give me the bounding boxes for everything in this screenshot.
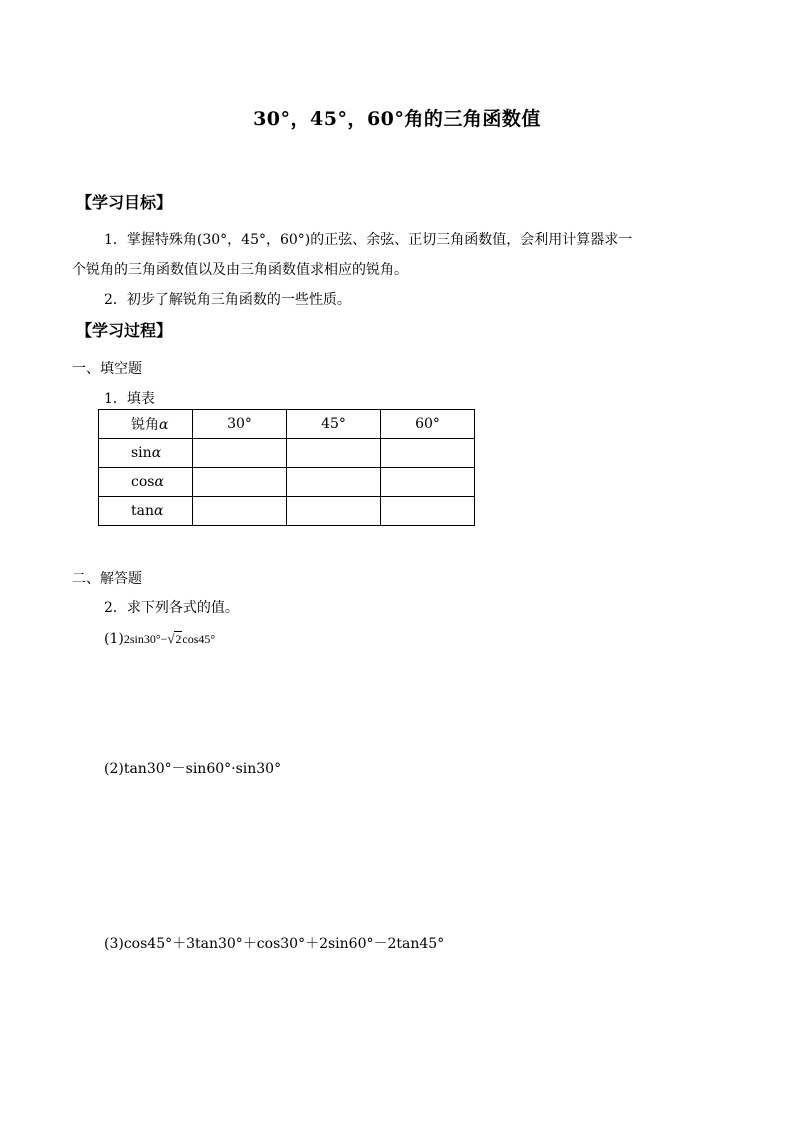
expression-1-part-a: 2sin30°− [123,632,168,646]
table-cell-blank[interactable] [287,497,381,526]
sqrt-symbol: √ 2 [167,631,182,646]
table-col-header: 30° [193,410,287,439]
expression-2: (2)tan30°－sin60°·sin30° [104,761,282,777]
table-cell-blank[interactable] [381,497,475,526]
alpha-symbol: α [154,503,164,519]
goal-2: 2．初步了解锐角三角函数的一些性质。 [104,292,351,308]
goals-heading: 【学习目标】 [76,193,173,212]
function-name: cos [131,474,155,490]
table-col-header: 45° [287,410,381,439]
table-cell-blank[interactable] [287,468,381,497]
sqrt-radicand: 2 [175,632,182,646]
expression-1-number: (1) [104,631,124,647]
trig-value-table [98,409,475,526]
table-header-label: 锐角 [131,417,159,433]
expression-1 [104,631,215,647]
table-cell-blank[interactable] [287,439,381,468]
table-cell-blank[interactable] [381,439,475,468]
function-name: tan [131,503,154,519]
part-1-heading: 一、填空题 [72,361,142,377]
expression-3: (3)cos45°＋3tan30°＋cos30°＋2sin60°－2tan45° [104,936,445,952]
table-cell-blank[interactable] [193,497,287,526]
table-row-label [99,439,193,468]
table-row [99,439,475,468]
table-row-label [99,497,193,526]
expression-1-part-b: cos45° [182,632,216,646]
function-name: sin [131,445,152,461]
alpha-symbol: α [159,417,169,433]
table-row [99,468,475,497]
process-heading: 【学习过程】 [76,321,173,340]
table-header-angle [99,410,193,439]
table-col-header: 60° [381,410,475,439]
alpha-symbol: α [151,445,162,461]
table-row-label [99,468,193,497]
goal-1-line-2: 个锐角的三角函数值以及由三角函数值求相应的锐角。 [72,262,408,278]
table-cell-blank[interactable] [193,439,287,468]
table-cell-blank[interactable] [193,468,287,497]
table-header-row [99,410,475,439]
table-row [99,497,475,526]
table-cell-blank[interactable] [381,468,475,497]
page-title: 30°，45°，60°角的三角函数值 [253,108,541,130]
question-1-label: 1．填表 [104,391,155,407]
goal-1-line-1: 1．掌握特殊角(30°，45°，60°)的正弦、余弦、正切三角函数值，会利用计算器求一 [104,232,633,248]
part-2-heading: 二、解答题 [72,571,142,587]
alpha-symbol: α [154,474,164,490]
question-2-label: 2．求下列各式的值。 [104,600,239,616]
